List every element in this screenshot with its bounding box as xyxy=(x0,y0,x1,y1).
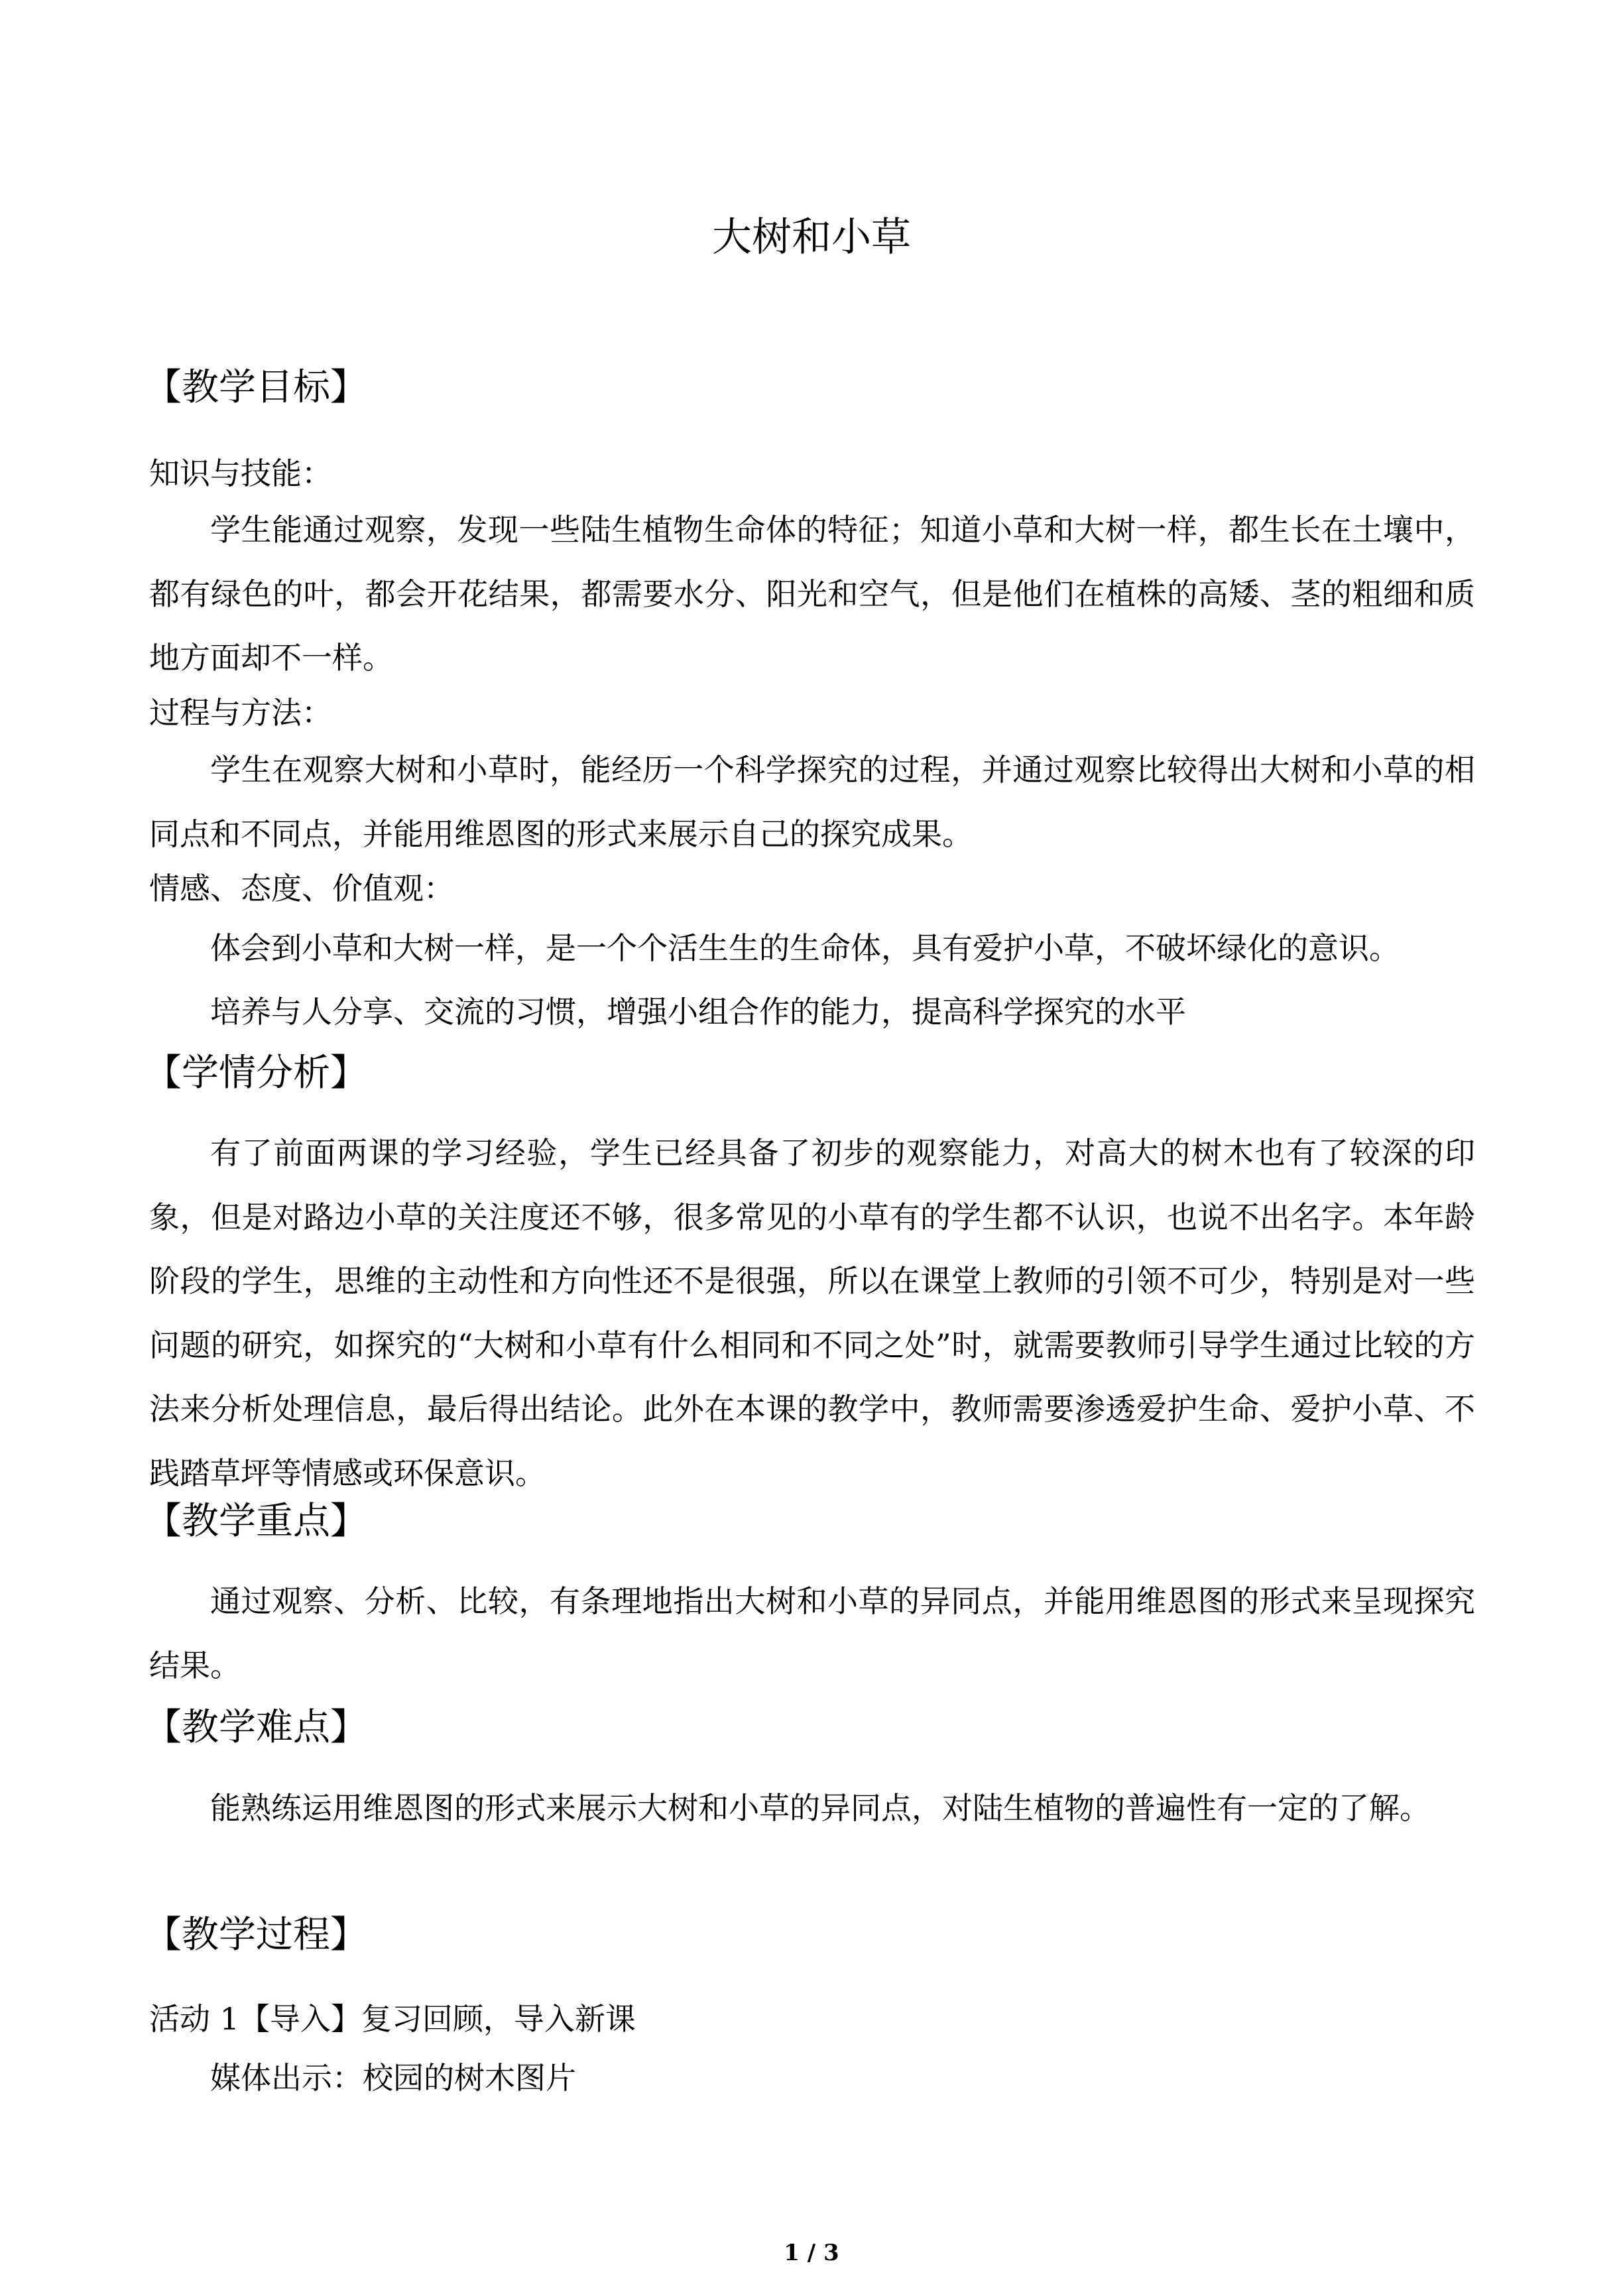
document-title: 大树和小草 xyxy=(712,214,911,261)
objectives-heading: 【教学目标】 xyxy=(145,366,367,409)
process-label: 过程与方法： xyxy=(149,695,332,731)
knowledge-label: 知识与技能： xyxy=(149,455,332,491)
activity-1-line: 活动 1【导入】复习回顾，导入新课 xyxy=(149,2001,636,2037)
emotion-line-1: 体会到小草和大树一样，是一个个活生生的生命体，具有爱护小草，不破坏绿化的意识。 xyxy=(210,930,1400,966)
process-paragraph: 学生在观察大树和小草时，能经历一个科学探究的过程，并通过观察比较得出大树和小草的相同点和不同点，并能用维恩图的形式来展示自己的探究成果。 xyxy=(149,752,1475,852)
key-points-heading: 【教学重点】 xyxy=(145,1500,367,1543)
analysis-paragraph: 有了前面两课的学习经验，学生已经具备了初步的观察能力，对高大的树木也有了较深的印象，但是对路边小草的关注度还不够，很多常见的小草有的学生都不认识，也说不出名字。本年龄阶段的学生，思维的主动性和方向性还不是很强，所以在课堂上教师的引领不可少，特别是对一些问题的研究，如探究的“大树和小草有什么相同和不同之处”时，就需要教师引导学生通过比较的方法来分析处理信息，最后得出结论。此外在本课的教学中，教师需要渗透爱护生命、爱护小草、不践踏草坪等情感或环保意识。 xyxy=(149,1135,1475,1491)
difficulties-paragraph: 能熟练运用维恩图的形式来展示大树和小草的异同点，对陆生植物的普遍性有一定的了解。 xyxy=(210,1790,1430,1826)
emotion-label: 情感、态度、价值观： xyxy=(149,871,454,906)
analysis-heading: 【学情分析】 xyxy=(145,1052,367,1095)
page-number: 1 / 3 xyxy=(784,2240,839,2266)
key-points-paragraph: 通过观察、分析、比较，有条理地指出大树和小草的异同点，并能用维恩图的形式来呈现探究结果。 xyxy=(149,1583,1475,1683)
emotion-line-2: 培养与人分享、交流的习惯，增强小组合作的能力，提高科学探究的水平 xyxy=(210,994,1186,1030)
process-heading: 【教学过程】 xyxy=(145,1913,367,1957)
media-line: 媒体出示：校园的树木图片 xyxy=(210,2060,576,2096)
knowledge-paragraph: 学生能通过观察，发现一些陆生植物生命体的特征；知道小草和大树一样，都生长在土壤中，都有绿色的叶，都会开花结果，都需要水分、阳光和空气，但是他们在植株的高矮、茎的粗细和质地方面却不一样。 xyxy=(149,512,1475,676)
difficulties-heading: 【教学难点】 xyxy=(145,1706,367,1749)
